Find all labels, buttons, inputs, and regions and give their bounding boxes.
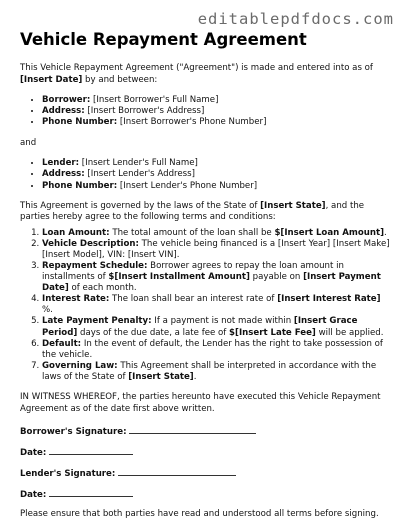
list-item (42, 95, 394, 106)
term-label: Loan Amount: (42, 227, 110, 238)
list-item (42, 117, 394, 128)
term-text: In the event of default, the Lender has the right to take possession of the vehicle. (42, 338, 383, 360)
governing-text-end: , and the parties hereby agree to the following terms and conditions: (20, 200, 365, 223)
list-item (42, 158, 394, 169)
list-item (42, 361, 394, 383)
term-text: . (193, 371, 197, 382)
list-item (42, 294, 394, 316)
borrower-signature-blank[interactable] (129, 425, 256, 434)
term-label: Interest Rate: (42, 294, 110, 305)
term-placeholder: [Insert Payment Date] (42, 272, 381, 294)
term-label: Governing Law: (42, 360, 118, 371)
list-item (42, 106, 394, 117)
borrower-address-value: [Insert Borrower's Address] (84, 106, 205, 117)
term-text: %. (42, 305, 53, 316)
list-item (42, 228, 394, 239)
lender-name-value: [Insert Lender's Full Name] (79, 158, 198, 169)
lender-signature-label: Lender's Signature: (20, 469, 116, 480)
lender-date-line (20, 488, 394, 501)
borrower-date-line (20, 446, 394, 459)
intro-text: This Vehicle Repayment Agreement ("Agreement") is made and entered into as of (20, 63, 373, 73)
lender-phone-label: Phone Number: (42, 180, 118, 191)
intro-paragraph (20, 63, 394, 86)
term-text: . (384, 227, 387, 238)
borrower-name-value: [Insert Borrower's Full Name] (90, 95, 219, 105)
borrower-phone-label: Phone Number: (42, 117, 118, 128)
borrower-details (20, 95, 394, 129)
list-item (42, 239, 394, 261)
agreement-document (20, 30, 394, 521)
lender-signature-blank[interactable] (118, 467, 236, 476)
term-text: Borrower agrees to repay the loan amount in installments of (42, 261, 344, 283)
term-placeholder: [Insert Interest Rate] (277, 294, 381, 305)
term-text: will be applied. (315, 327, 384, 338)
borrower-date-blank[interactable] (49, 446, 133, 455)
borrower-signature-label: Borrower's Signature: (20, 427, 127, 438)
borrower-address-label: Address: (42, 106, 85, 117)
list-item (42, 339, 394, 361)
site-watermark: editablepdfdocs.com (197, 10, 394, 28)
borrower-date-label: Date: (20, 448, 47, 459)
term-placeholder: $[Insert Installment Amount] (108, 272, 250, 283)
lender-date-label: Date: (20, 490, 47, 501)
lender-details (20, 158, 394, 192)
term-text: If a payment is not made within (151, 316, 294, 327)
governing-paragraph (20, 201, 394, 224)
term-text: days of the due date, a late fee of (77, 327, 230, 338)
lender-address-label: Address: (42, 169, 85, 180)
terms-list (20, 228, 394, 383)
term-label: Vehicle Description: (42, 238, 139, 249)
term-text: of each month. (68, 283, 137, 294)
borrower-name-label: Borrower: (42, 95, 91, 105)
intro-text-end: by and between: (82, 74, 158, 85)
lender-signature-line (20, 467, 394, 480)
borrower-signature-line (20, 425, 394, 438)
list-item (42, 181, 394, 192)
and-text: and (20, 137, 37, 148)
term-text: The vehicle being financed is a [Insert Year] [Insert Make] [Insert Model], VIN: [Insert VIN]. (42, 238, 390, 260)
term-text: payable on (249, 272, 304, 283)
lender-phone-value: [Insert Lender's Phone Number] (117, 180, 258, 191)
term-placeholder: $[Insert Loan Amount] (274, 227, 385, 238)
intro-date-placeholder: [Insert Date] (20, 74, 83, 85)
closing-note: Please ensure that both parties have read and understood all terms before signing. (20, 509, 379, 520)
list-item (42, 316, 394, 338)
witness-paragraph: IN WITNESS WHEREOF, the parties hereunto have executed this Vehicle Repayment Agreement as of the date first above written. (20, 392, 381, 414)
term-label: Late Payment Penalty: (42, 316, 152, 327)
term-text: The total amount of the loan shall be (109, 227, 275, 238)
governing-state-placeholder: [Insert State] (260, 200, 326, 211)
term-text: This Agreement shall be interpreted in accordance with the laws of the State of (42, 360, 377, 382)
term-label: Repayment Schedule: (42, 261, 148, 271)
list-item (42, 261, 394, 294)
governing-text: This Agreement is governed by the laws of the State of (20, 200, 261, 211)
term-text: The loan shall bear an interest rate of (109, 294, 278, 305)
lender-name-label: Lender: (42, 158, 80, 169)
term-placeholder: [Insert State] (128, 371, 194, 382)
term-placeholder: $[Insert Late Fee] (229, 327, 316, 338)
lender-address-value: [Insert Lender's Address] (84, 169, 195, 180)
lender-date-blank[interactable] (49, 488, 133, 497)
term-placeholder: [Insert Grace Period] (42, 316, 358, 338)
document-title: Vehicle Repayment Agreement (20, 30, 307, 49)
term-label: Default: (42, 338, 82, 349)
borrower-phone-value: [Insert Borrower's Phone Number] (117, 117, 267, 128)
list-item (42, 169, 394, 180)
